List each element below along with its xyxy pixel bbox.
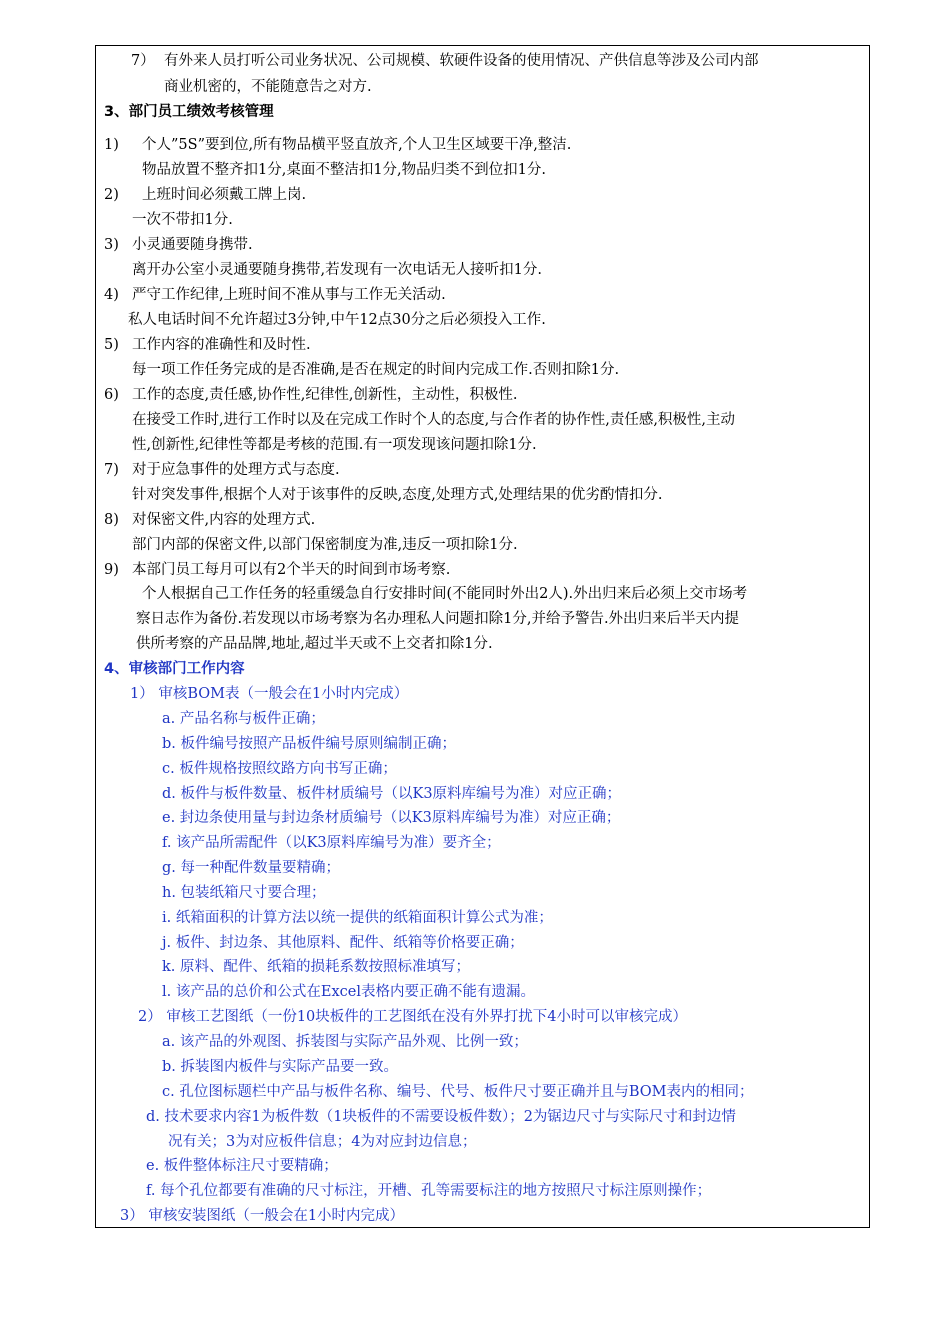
- item-7-number: 7）: [131, 53, 155, 69]
- s4-sub2-item-a: a. 该产品的外观图、拆装图与实际产品外观、比例一致；: [162, 1034, 528, 1050]
- s3-item-9-detail-1: 个人根据自己工作任务的轻重缓急自行安排时间(不能同时外出2人).外出归来后必须上交市场考: [142, 586, 748, 602]
- section-4-heading: 4、审核部门工作内容: [104, 661, 245, 677]
- s3-item-6-detail-1: 在接受工作时,进行工作时以及在完成工作时个人的态度,与合作者的协作性,责任感,积极性,主动: [132, 412, 736, 428]
- s3-item-6-detail-2: 性,创新性,纪律性等都是考核的范围.有一项发现该问题扣除1分.: [132, 437, 537, 453]
- s4-sub1-title: 1） 审核BOM表（一般会在1小时内完成）: [130, 686, 409, 702]
- s3-item-7-title: 对于应急事件的处理方式与态度.: [132, 462, 340, 478]
- s3-item-3-number: 3): [104, 237, 119, 253]
- s4-sub2-item-e: e. 板件整体标注尺寸要精确；: [146, 1158, 338, 1174]
- s4-sub1-item-d: d. 板件与板件数量、板件材质编号（以K3原料库编号为准）对应正确；: [162, 786, 622, 802]
- s4-sub2-item-d-line-1: d. 技术要求内容1为板件数（1块板件的不需要设板件数）；2为锯边尺寸与实际尺寸和封边情: [146, 1109, 736, 1125]
- s4-sub1-item-l: l. 该产品的总价和公式在Excel表格内要正确不能有遗漏。: [162, 984, 535, 1000]
- s4-sub1-item-h: h. 包装纸箱尺寸要合理；: [162, 885, 326, 901]
- s4-sub1-item-c: c. 板件规格按照纹路方向书写正确；: [162, 761, 397, 777]
- s3-item-8-detail: 部门内部的保密文件,以部门保密制度为准,违反一项扣除1分.: [132, 537, 518, 553]
- s3-item-9-detail-2: 察日志作为备份.若发现以市场考察为名办理私人问题扣除1分,并给予警告.外出归来后半天内提: [136, 611, 740, 627]
- s3-item-4-number: 4): [104, 287, 119, 303]
- s4-sub1-item-k: k. 原料、配件、纸箱的损耗系数按照标准填写；: [162, 959, 471, 975]
- s4-sub2-item-f: f. 每个孔位都要有准确的尺寸标注，开槽、孔等需要标注的地方按照尺寸标注原则操作；: [146, 1183, 712, 1199]
- s3-item-6-number: 6): [104, 387, 119, 403]
- s3-item-2-number: 2): [104, 187, 119, 203]
- s4-sub2-item-b: b. 拆装图内板件与实际产品要一致。: [162, 1059, 398, 1075]
- s4-sub2-item-d-line-2: 况有关；3为对应板件信息；4为对应封边信息；: [168, 1134, 477, 1150]
- item-7-line-2: 商业机密的，不能随意告之对方.: [164, 79, 372, 95]
- s3-item-9-title: 本部门员工每月可以有2个半天的时间到市场考察.: [132, 562, 451, 578]
- s3-item-7-number: 7): [104, 462, 119, 478]
- s3-item-9-detail-3: 供所考察的产品品牌,地址,超过半天或不上交者扣除1分.: [136, 636, 493, 652]
- s3-item-3-title: 小灵通要随身携带.: [132, 237, 253, 253]
- s3-item-8-title: 对保密文件,内容的处理方式.: [132, 512, 316, 528]
- s3-item-9-number: 9): [104, 562, 119, 578]
- s3-item-2-detail: 一次不带扣1分.: [132, 212, 233, 228]
- s3-item-5-number: 5): [104, 337, 119, 353]
- s4-sub1-item-b: b. 板件编号按照产品板件编号原则编制正确；: [162, 736, 456, 752]
- s3-item-4-detail: 私人电话时间不允许超过3分钟,中午12点30分之后必须投入工作.: [128, 312, 546, 328]
- s3-item-6-title: 工作的态度,责任感,协作性,纪律性,创新性，主动性，积极性.: [132, 387, 518, 403]
- s4-sub1-item-j: j. 板件、封边条、其他原料、配件、纸箱等价格要正确；: [162, 935, 524, 951]
- item-7-line-1: 有外来人员打听公司业务状况、公司规模、软硬件设备的使用情况、产供信息等涉及公司内部: [164, 53, 759, 69]
- s3-item-8-number: 8): [104, 512, 119, 528]
- s3-item-1-title: 个人”5S”要到位,所有物品横平竖直放齐,个人卫生区域要干净,整洁.: [142, 137, 572, 153]
- s4-sub2-title: 2） 审核工艺图纸（一份10块板件的工艺图纸在没有外界打扰下4小时可以审核完成）: [138, 1009, 688, 1025]
- s4-sub1-item-a: a. 产品名称与板件正确；: [162, 711, 325, 727]
- s3-item-1-number: 1): [104, 137, 119, 153]
- s3-item-1-detail: 物品放置不整齐扣1分,桌面不整洁扣1分,物品归类不到位扣1分.: [142, 162, 547, 178]
- s4-sub1-item-i: i. 纸箱面积的计算方法以统一提供的纸箱面积计算公式为准；: [162, 910, 553, 926]
- s3-item-7-detail: 针对突发事件,根据个人对于该事件的反映,态度,处理方式,处理结果的优劣酌情扣分.: [132, 487, 663, 503]
- s3-item-5-title: 工作内容的准确性和及时性.: [132, 337, 311, 353]
- s4-sub1-item-e: e. 封边条使用量与封边条材质编号（以K3原料库编号为准）对应正确；: [162, 810, 621, 826]
- section-3-heading: 3、部门员工绩效考核管理: [104, 104, 274, 120]
- s4-sub3-title: 3） 审核安装图纸（一般会在1小时内完成）: [120, 1208, 405, 1224]
- s4-sub2-item-c: c. 孔位图标题栏中产品与板件名称、编号、代号、板件尺寸要正确并且与BOM表内的相同；: [162, 1084, 754, 1100]
- s4-sub1-item-f: f. 该产品所需配件（以K3原料库编号为准）要齐全；: [162, 835, 501, 851]
- s3-item-5-detail: 每一项工作任务完成的是否准确,是否在规定的时间内完成工作.否则扣除1分.: [132, 362, 620, 378]
- s3-item-3-detail: 离开办公室小灵通要随身携带,若发现有一次电话无人接听扣1分.: [132, 262, 542, 278]
- s4-sub1-item-g: g. 每一种配件数量要精确；: [162, 860, 340, 876]
- s3-item-2-title: 上班时间必须戴工牌上岗.: [142, 187, 307, 203]
- s3-item-4-title: 严守工作纪律,上班时间不准从事与工作无关活动.: [132, 287, 446, 303]
